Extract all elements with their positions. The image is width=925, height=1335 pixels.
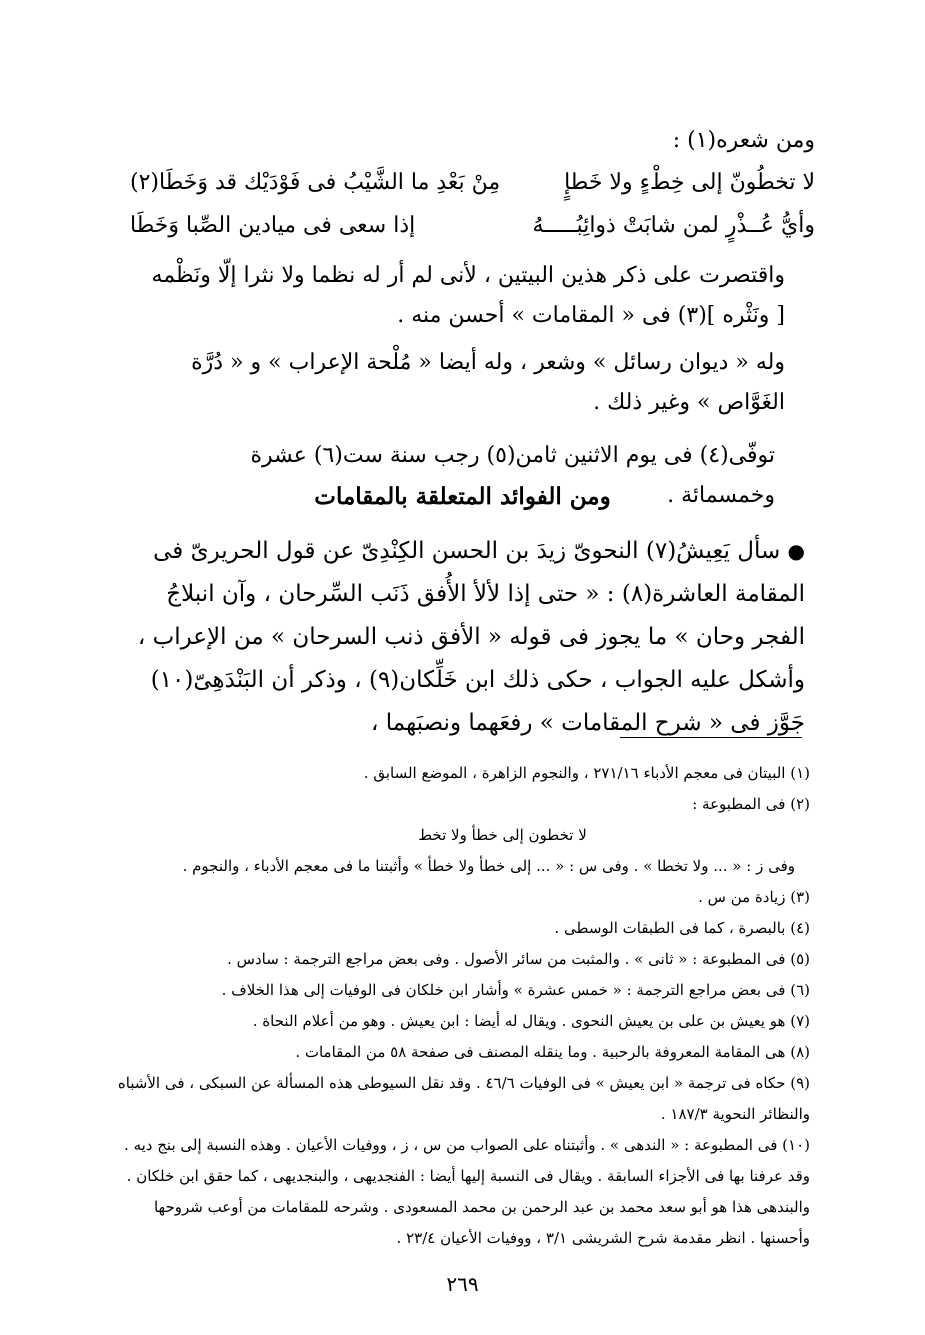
paragraph-question-text: سأل يَعِيشُ(٧) النحوىّ زيدَ بن الحسن الكِنْدِىّ عن قول الحريرىّ فى المقامة العاشرة(٨) : « حتى إذا لألأ الأُفق ذَنَب السِّرحان ، وآن انبلاجُ الفجر وحان » ما يجوز فى قوله « الأفق ذنب السرحان » من الإعراب ، وأشكل عليه الجواب ، حكى ذلك ابن خَلِّكان(٩) ، وذكر أن البَنْدَهِىّ(١٠) جَوَّز فى « شرح المقامات » رفعَهما ونصبَهما ، (137, 538, 805, 736)
paragraph-question (130, 530, 805, 745)
footnote-divider (620, 737, 802, 738)
footnote-2: (٢) فى المطبوعة : (692, 795, 810, 813)
footnote-5: (٥) فى المطبوعة : « ثانى » . والمثبت من سائر الأصول . وفى بعض مراجع الترجمة : سادس . (227, 950, 810, 968)
verse-line-1 (130, 170, 815, 204)
footnote-8: (٨) هى المقامة المعروفة بالرحبية . وما ينقله المصنف فى صفحة ٥٨ من المقامات . (295, 1043, 810, 1061)
paragraph-death-date: توفّى(٤) فى يوم الاثنين ثامن(٥) رجب سنة ست(٦) عشرة وخمسمائة . (250, 443, 775, 508)
footnotes (115, 758, 810, 1254)
bullet-icon: ● (787, 539, 805, 563)
verse-line-2 (130, 213, 815, 247)
footnote-4: (٤) بالبصرة ، كما فى الطبقات الوسطى . (554, 919, 810, 937)
verse-2-first-hemistich: وأيُّ عُــذْرٍ لمن شابَتْ ذوائِبُـــــهُ (532, 213, 815, 238)
page-number: ٢٦٩ (446, 1272, 479, 1296)
footnote-2-continuation: وفى ز : « ... ولا تخطا » . وفى س : « ... إلى خطأ ولا خطأ » وأثبتنا ما فى معجم الأدباء ، والنجوم . (182, 857, 795, 875)
section-heading: ومن الفوائد المتعلقة بالمقامات (314, 483, 611, 510)
footnote-3: (٣) زيادة من س . (698, 888, 810, 906)
verse-1-first-hemistich: لا تخطُونّ إلى خِطْءٍ ولا خَطإٍ (564, 170, 815, 195)
footnote-7: (٧) هو يعيش بن على بن يعيش النحوى . ويقال له أيضا : ابن يعيش . وهو من أعلام النحاة . (252, 1012, 810, 1030)
paragraph-selection-note: واقتصرت على ذكر هذين البيتين ، لأنى لم أر له نظما ولا نثرا إلّا ونَظْمه [ ونَثْره ](٣) فى « المقامات » أحسن منه . (151, 263, 785, 328)
paragraph-works: وله « ديوان رسائل » وشعر ، وله أيضا « مُلْحة الإعراب » و « دُرَّة الغَوَّاص » وغير ذلك . (191, 350, 785, 415)
footnote-1: (١) البيتان فى معجم الأدباء ٢٧١/١٦ ، والنجوم الزاهرة ، الموضع السابق . (363, 764, 810, 782)
poem-intro: ومن شعره(١) : (672, 128, 815, 153)
verse-2-second-hemistich: إذا سعى فى ميادين الصِّبا وَخَطَا (130, 213, 416, 238)
footnote-2-verse: لا تخطون إلى خطأ ولا تخط (418, 826, 587, 844)
footnote-6: (٦) فى بعض مراجع الترجمة : « خمس عشرة » وأشار ابن خلكان فى الوفيات إلى هذا الخلاف . (221, 981, 810, 999)
verse-1-second-hemistich: مِنْ بَعْدِ ما الشَّيْبُ فى فَوْدَيْك قد وَخَطَا(٢) (130, 170, 501, 195)
footnote-10: (١٠) فى المطبوعة : « الندهى » . وأثبتناه على الصواب من س ، ز ، ووفيات الأعيان . وهذه النسبة إلى بنج ديه . وقد عرفنا بها فى الأجزاء السابقة . ويقال فى النسبة إليها أيضا : الفنجديهى ، والبنجديهى ، كما حقق ابن خلكان . والبندهى هذا هو أبو سعد محمد بن عبد الرحمن بن محمد المسعودى . وشرحه للمقامات من أوعب شروحها وأحسنها . انظر مقدمة شرح الشريشى ٣/١ ، ووفيات الأعيان ٢٣/٤ . (124, 1136, 810, 1247)
footnote-9: (٩) حكاه فى ترجمة « ابن يعيش » فى الوفيات ٤٦/٦ . وقد نقل السيوطى هذه المسألة عن السبكى ، فى الأشباه والنظائر النحوية ١٨٧/٣ . (117, 1074, 810, 1123)
